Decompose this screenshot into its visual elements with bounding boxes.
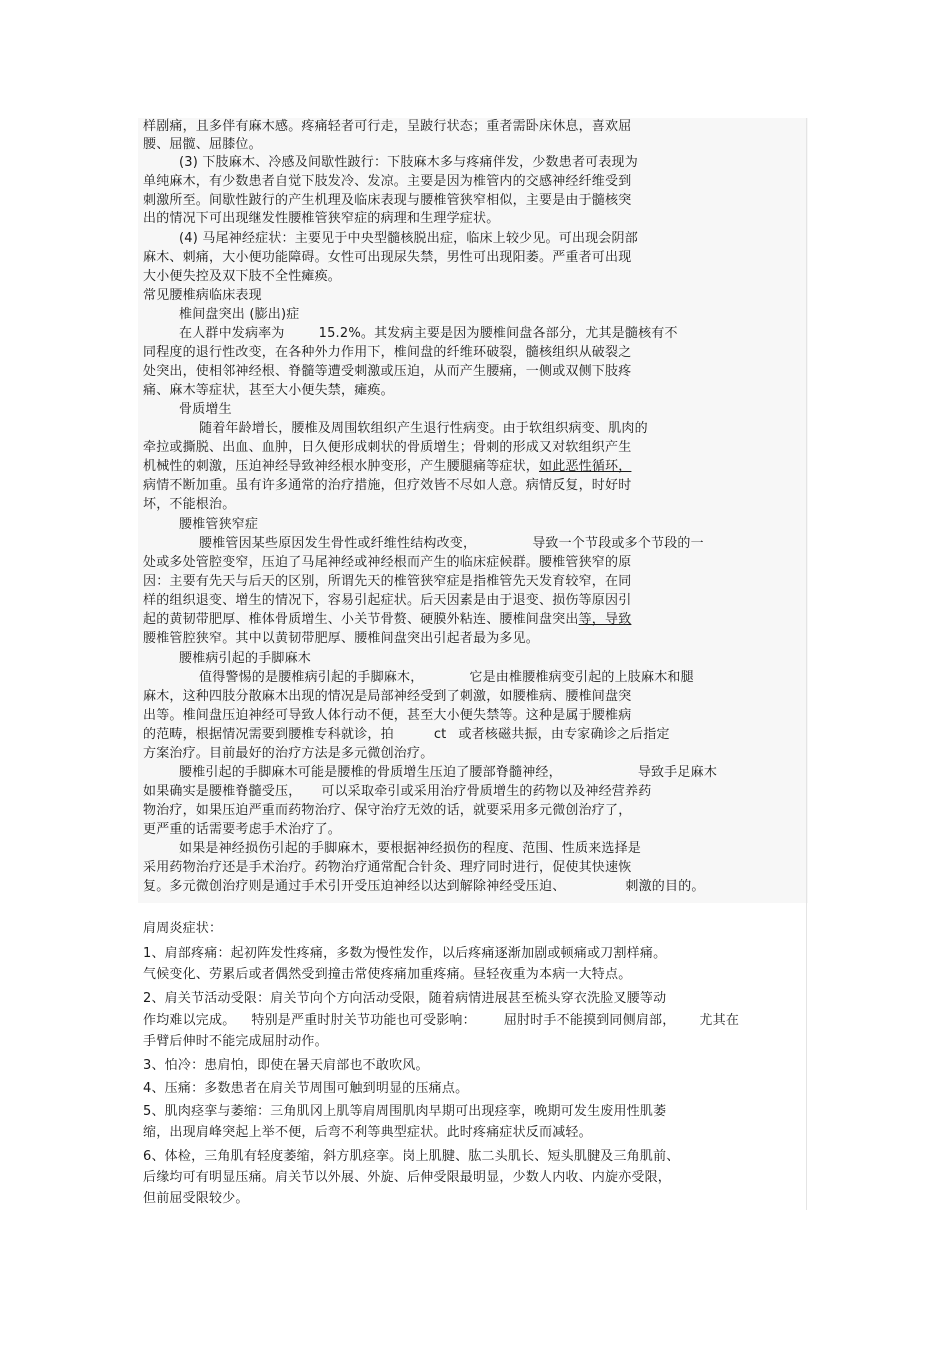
- text-span: 腰椎引起的手脚麻木可能是腰椎的骨质增生压迫了腰部脊髓神经，: [179, 765, 562, 780]
- page-edge-line: [806, 118, 807, 1210]
- text-line: [179, 764, 717, 782]
- text-span: 腰椎管因某些原因发生骨性或纤维性结构改变，: [199, 536, 477, 551]
- text-line: 方案治疗。目前最好的治疗方法是多元微创治疗。: [143, 746, 434, 761]
- text-line: 病情不断加重。虽有许多通常的治疗措施，但疗效皆不尽如人意。病情反复，时好时: [143, 478, 632, 493]
- text-span: 刺激的目的。: [625, 879, 705, 894]
- text-line: 坏，不能根治。: [143, 497, 236, 512]
- text-line: (4) 马尾神经症状：主要见于中央型髓核脱出症，临床上较少见。可出现会阴部: [179, 231, 638, 246]
- text-line: 腰椎管腔狭窄。其中以黄韧带肥厚、腰椎间盘突出引起者最为多见。: [143, 631, 540, 646]
- text-span: 导致手足麻木: [637, 765, 718, 780]
- text-line: 麻木，这种四肢分散麻木出现的情况是局部神经受到了刺激，如腰椎病、腰椎间盘突: [143, 689, 632, 704]
- text-line: 牵拉或撕脱、出血、血肿，日久便形成刺状的骨质增生；骨刺的形成又对软组织产生: [143, 440, 632, 455]
- subsection-heading: 骨质增生: [179, 402, 232, 417]
- text-line: 刺激所至。间歇性跛行的产生机理及临床表现与腰椎管狭窄相似，主要是由于髓核突: [143, 193, 632, 208]
- text-line: [199, 669, 694, 687]
- underlined-text: 等，导致: [578, 612, 632, 627]
- text-line: 随着年龄增长，腰椎及周围软组织产生退行性病变。由于软组织病变、肌肉的: [199, 421, 648, 436]
- text-span: 作均难以完成。: [143, 1013, 236, 1028]
- text-line: 手臂后伸时不能完成屈肘动作。: [143, 1034, 328, 1049]
- text-span: 它是由椎腰椎病变引起的上肢麻木和腿: [469, 670, 694, 685]
- text-line: 后缘均可有明显压痛。肩关节以外展、外旋、后伸受限最明显，少数人内收、内旋亦受限，: [143, 1170, 672, 1185]
- subsection-heading: 腰椎管狭窄症: [179, 517, 259, 532]
- text-line: 3、怕冷：患肩怕，即使在暑天肩部也不敢吹风。: [143, 1058, 429, 1073]
- subsection-heading: 椎间盘突出 (膨出)症: [179, 307, 300, 322]
- text-line: [179, 325, 678, 343]
- text-span: 的范畴，根据情况需要到腰椎专科就诊，拍: [143, 727, 394, 742]
- text-span: 屈肘时手不能摸到同侧肩部，: [503, 1013, 676, 1028]
- text-span: 特别是严重时肘关节功能也可受影响：: [251, 1013, 476, 1028]
- text-line: 出的情况下可出现继发性腰椎管狭窄症的病理和生理学症状。: [143, 211, 500, 226]
- text-line: 物治疗，如果压迫严重而药物治疗、保守治疗无效的话，就要采用多元微创治疗了，: [143, 803, 632, 818]
- text-line: (3) 下肢麻木、冷感及间歇性跛行：下肢麻木多与疼痛伴发，少数患者可表现为: [179, 155, 638, 170]
- subsection-heading: 腰椎病引起的手脚麻木: [179, 651, 312, 666]
- text-line: 4、压痛：多数患者在肩关节周围可触到明显的压痛点。: [143, 1081, 469, 1096]
- text-span: 如果确实是腰椎脊髓受压，: [143, 784, 302, 799]
- text-line: 腰、屈髋、屈膝位。: [143, 137, 262, 152]
- underlined-text: 如此恶性循环，: [539, 459, 632, 474]
- text-line: [143, 611, 631, 629]
- text-span: 机械性的刺激，压迫神经导致神经根水肿变形，产生腰腿痛等症状，: [143, 459, 540, 474]
- text-span: 导致一个节段或多个节段的一: [532, 536, 704, 551]
- text-line: [143, 726, 670, 744]
- text-line: 更严重的话需要考虑手术治疗了。: [143, 822, 342, 837]
- text-span: ct: [433, 727, 447, 742]
- text-line: 样剧痛，且多伴有麻木感。疼痛轻者可行走，呈跛行状态；重者需卧床休息，喜欢屈: [143, 119, 632, 134]
- text-line: 缩，出现肩峰突起上举不便，后弯不利等典型症状。此时疼痛症状反而减轻。: [143, 1125, 592, 1140]
- text-line: 单纯麻木，有少数患者自觉下肢发冷、发凉。主要是因为椎管内的交感神经纤维受到: [143, 174, 632, 189]
- text-line: [143, 1012, 739, 1030]
- text-span: 复。多元微创治疗则是通过手术引开受压迫神经以达到解除神经受压迫、: [143, 879, 566, 894]
- text-span: 值得警惕的是腰椎病引起的手脚麻木，: [199, 670, 424, 685]
- text-line: 如果是神经损伤引起的手脚麻木，要根据神经损伤的程度、范围、性质来选择是: [179, 841, 642, 856]
- text-line: 采用药物治疗还是手术治疗。药物治疗通常配合针灸、理疗同时进行，促使其快速恢: [143, 860, 632, 875]
- text-span: 可以采取牵引或采用治疗骨质增生的药物以及神经营养药: [321, 784, 652, 799]
- text-line: [143, 878, 705, 896]
- text-span: 尤其在: [699, 1013, 740, 1028]
- text-line: 6、体检，三角肌有轻度萎缩，斜方肌痉挛。岗上肌腱、肱二头肌长、短头肌腱及三角肌前、: [143, 1149, 680, 1164]
- text-line: 1、肩部疼痛：起初阵发性疼痛，多数为慢性发作，以后疼痛逐渐加剧或顿痛或刀割样痛。: [143, 946, 667, 961]
- text-line: 麻木、刺痛，大小便功能障碍。女性可出现尿失禁，男性可出现阳萎。严重者可出现: [143, 250, 632, 265]
- text-line: 同程度的退行性改变，在各种外力作用下，椎间盘的纤维环破裂，髓核组织从破裂之: [143, 345, 632, 360]
- text-line: [143, 458, 631, 476]
- text-line: 气候变化、劳累后或者偶然受到撞击常使疼痛加重疼痛。昼轻夜重为本病一大特点。: [143, 967, 632, 982]
- text-span: 起的黄韧带肥厚、椎体骨质增生、小关节骨赘、硬膜外粘连、腰椎间盘突出: [143, 612, 579, 627]
- text-line: 处或多处管腔变窄，压迫了马尾神经或神经根而产生的临床症候群。腰椎管狭窄的原: [143, 555, 632, 570]
- text-span: 15.2%。其发病主要是因为腰椎间盘各部分，尤其是髓核有不: [318, 326, 678, 341]
- text-line: [199, 535, 704, 553]
- text-line: 出等。椎间盘压迫神经可导致人体行动不便，甚至大小便失禁等。这种是属于腰椎病: [143, 708, 632, 723]
- text-line: [143, 783, 651, 801]
- text-line: 样的组织退变、增生的情况下，容易引起症状。后天因素是由于退变、损伤等原因引: [143, 593, 632, 608]
- text-span: 在人群中发病率为: [179, 326, 285, 341]
- text-line: 痛、麻木等症状，甚至大小便失禁，瘫痪。: [143, 383, 394, 398]
- section-heading: 肩周炎症状：: [143, 921, 223, 936]
- text-line: 因：主要有先天与后天的区别，所谓先天的椎管狭窄症是指椎管先天发育较窄，在同: [143, 574, 632, 589]
- text-line: 2、肩关节活动受限：肩关节向个方向活动受限，随着病情进展甚至梳头穿衣洗脸叉腰等动: [143, 991, 667, 1006]
- text-line: 但前屈受限较少。: [143, 1191, 249, 1206]
- text-span: 或者核磁共振，由专家确诊之后指定: [458, 727, 670, 742]
- text-line: 5、肌肉痉挛与萎缩：三角肌冈上肌等肩周围肌肉早期可出现痉挛，晚期可发生废用性肌萎: [143, 1104, 667, 1119]
- text-line: 处突出，使相邻神经根、脊髓等遭受刺激或压迫，从而产生腰痛，一侧或双侧下肢疼: [143, 364, 632, 379]
- text-line: 大小便失控及双下肢不全性瘫痪。: [143, 269, 342, 284]
- section-heading: 常见腰椎病临床表现: [143, 288, 262, 303]
